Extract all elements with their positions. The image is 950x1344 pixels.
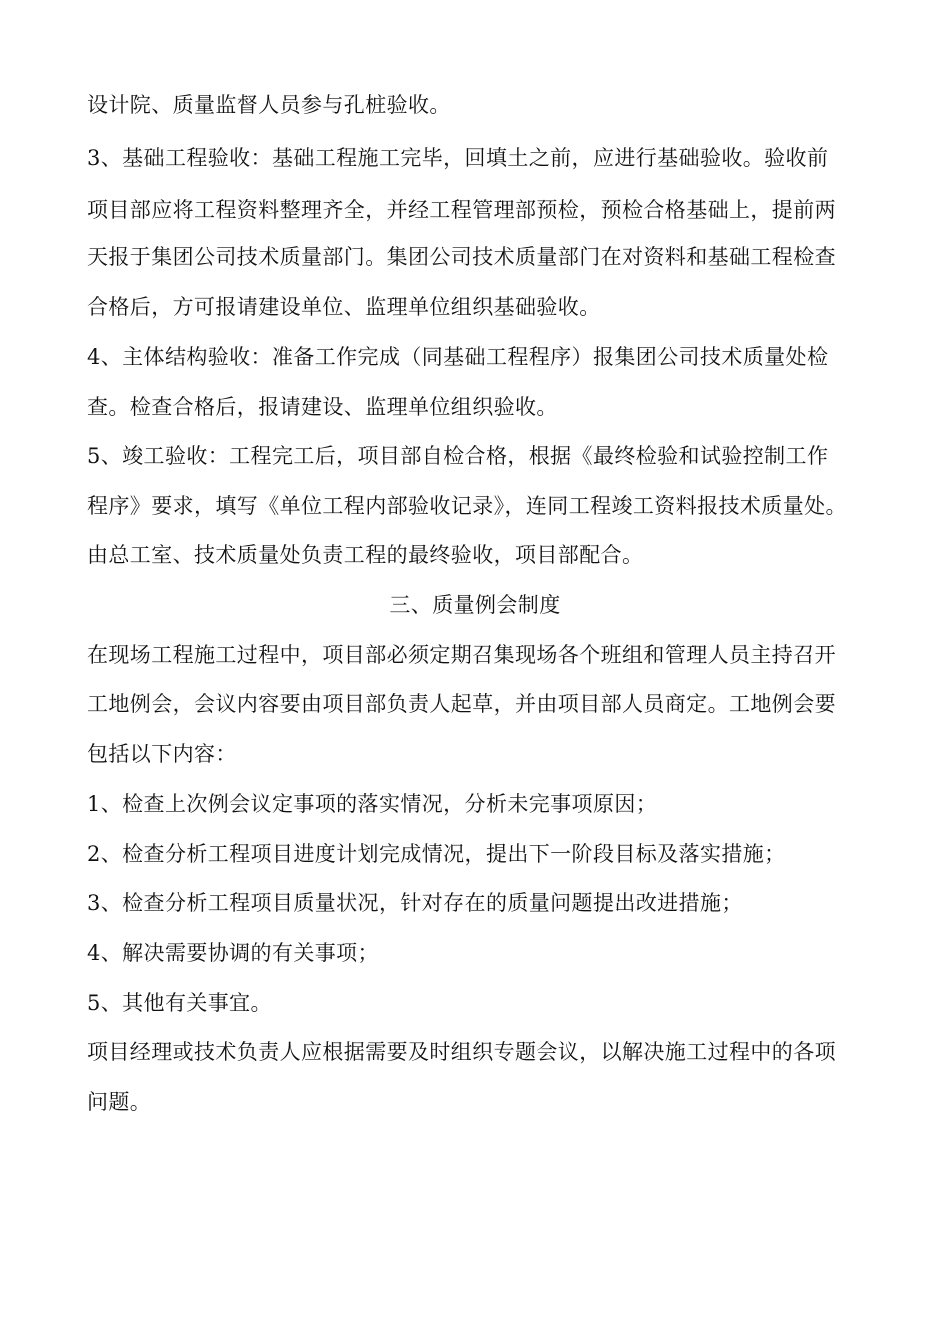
text-line-completion-acceptance-cont: 程序》要求，填写《单位工程内部验收记录》，连同工程竣工资料报技术质量处。 (87, 494, 847, 518)
text-line-main-structure-acceptance-cont: 查。检查合格后，报请建设、监理单位组织验收。 (87, 395, 558, 419)
list-item-meeting-content: 2、检查分析工程项目进度计划完成情况，提出下一阶段目标及落实措施； (87, 842, 786, 866)
text-line-special-meeting: 项目经理或技术负责人应根据需要及时组织专题会议，以解决施工过程中的各项 (87, 1040, 836, 1064)
text-line-main-structure-acceptance: 4、主体结构验收：准备工作完成（同基础工程程序）报集团公司技术质量处检 (87, 345, 829, 369)
text-line-foundation-acceptance-cont: 天报于集团公司技术质量部门。集团公司技术质量部门在对资料和基础工程检查 (87, 245, 836, 269)
text-line-special-meeting-cont: 问题。 (87, 1090, 152, 1114)
text-line-foundation-acceptance-cont: 合格后，方可报请建设单位、监理单位组织基础验收。 (87, 295, 601, 319)
list-item-meeting-content: 3、检查分析工程项目质量状况，针对存在的质量问题提出改进措施； (87, 891, 743, 915)
list-item-meeting-content: 5、其他有关事宜。 (87, 991, 272, 1015)
text-line-completion-acceptance-cont: 由总工室、技术质量处负责工程的最终验收，项目部配合。 (87, 543, 644, 567)
section-heading-quality-meeting: 三、质量例会制度 (389, 593, 561, 617)
list-item-meeting-content: 4、解决需要协调的有关事项； (87, 941, 379, 965)
list-item-meeting-content: 1、检查上次例会议定事项的落实情况，分析未完事项原因； (87, 792, 658, 816)
text-line-meeting-intro: 在现场工程施工过程中，项目部必须定期召集现场各个班组和管理人员主持召开 (87, 643, 836, 667)
text-line-meeting-intro-cont: 包括以下内容： (87, 742, 237, 766)
text-line-meeting-intro-cont: 工地例会，会议内容要由项目部负责人起草，并由项目部人员商定。工地例会要 (87, 692, 836, 716)
text-line-acceptance-participants: 设计院、质量监督人员参与孔桩验收。 (87, 93, 451, 117)
text-line-foundation-acceptance-cont: 项目部应将工程资料整理齐全，并经工程管理部预检，预检合格基础上，提前两 (87, 198, 836, 222)
text-line-completion-acceptance: 5、竣工验收：工程完工后，项目部自检合格，根据《最终检验和试验控制工作 (87, 444, 829, 468)
text-line-foundation-acceptance: 3、基础工程验收：基础工程施工完毕，回填土之前，应进行基础验收。验收前 (87, 146, 829, 170)
